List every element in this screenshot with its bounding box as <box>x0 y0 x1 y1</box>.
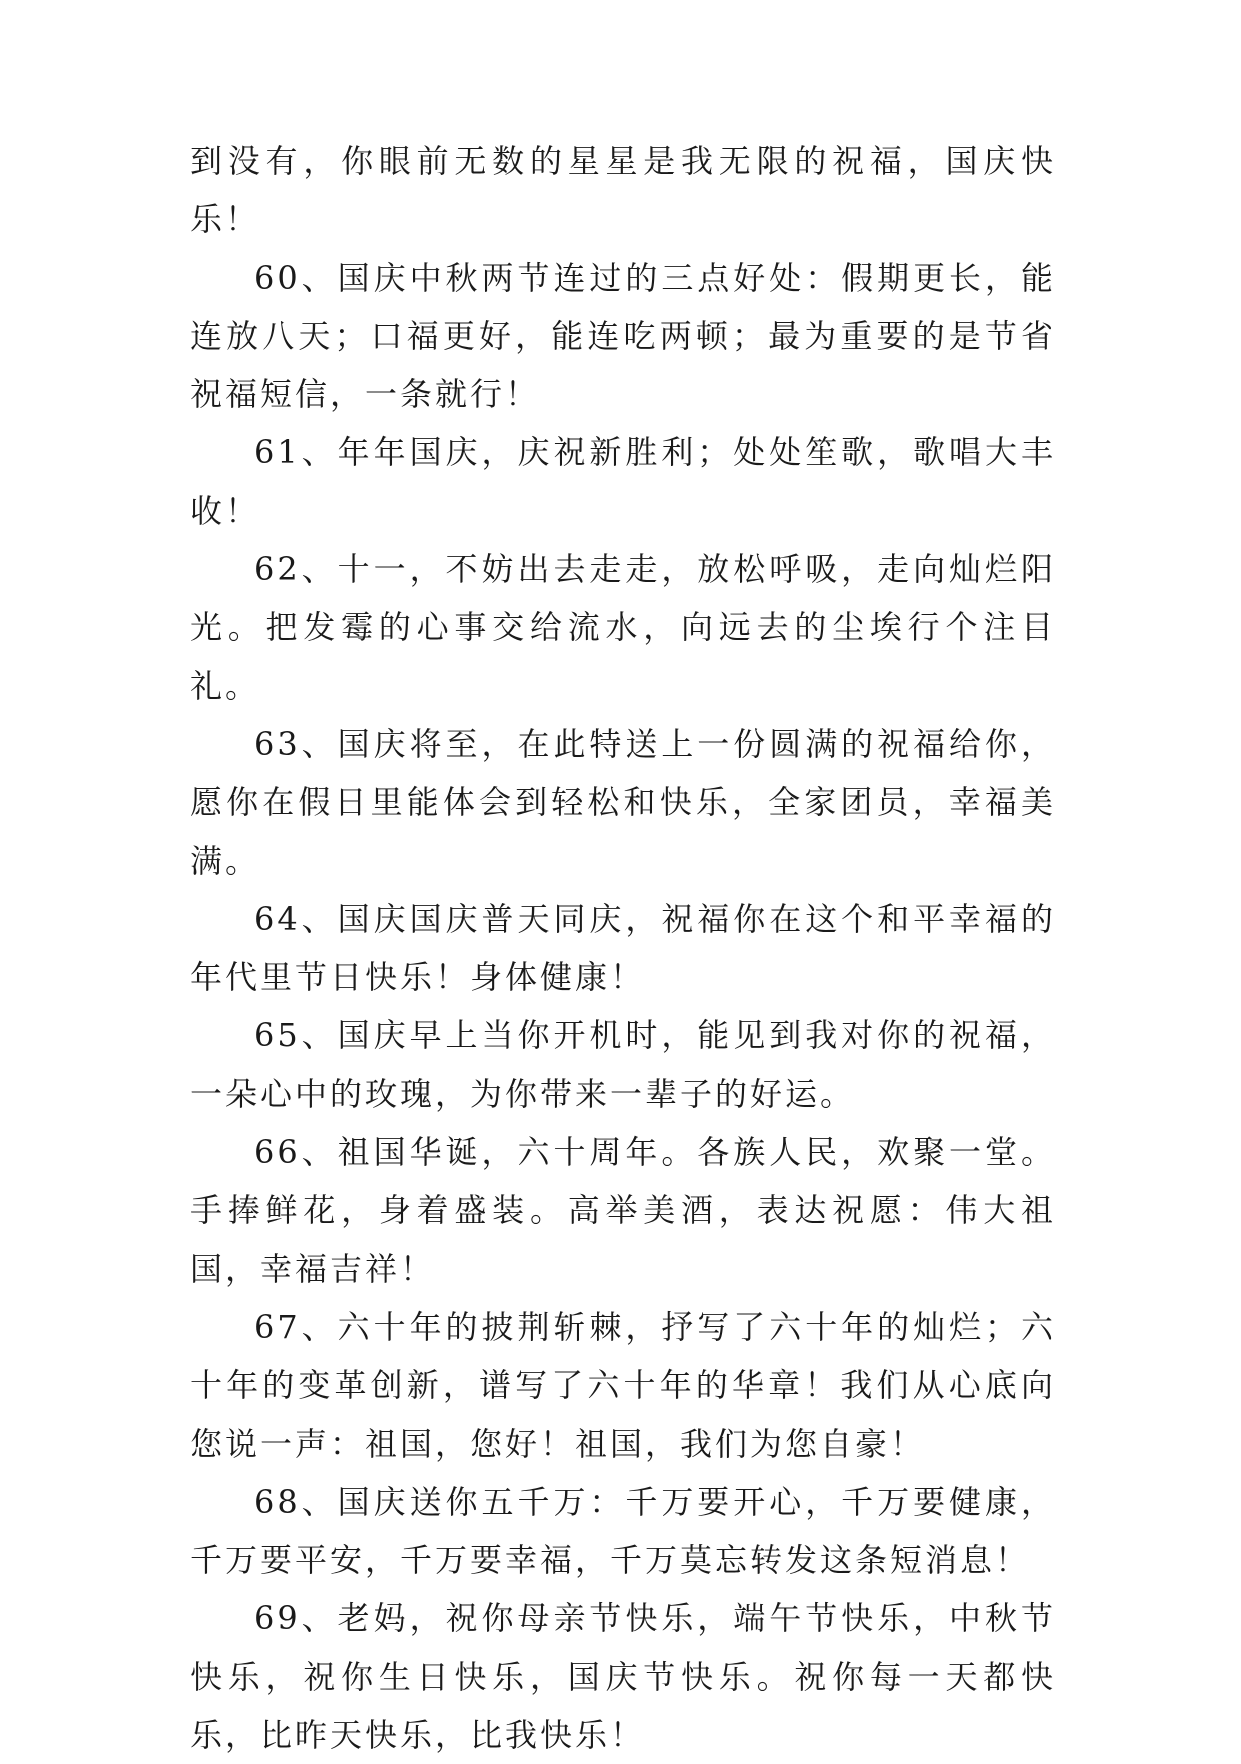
paragraph-60: 60、国庆中秋两节连过的三点好处：假期更长，能连放八天；口福更好，能连吃两顿；最为重要的是节省祝福短信，一条就行！ <box>190 258 1056 414</box>
paragraph-63: 63、国庆将至，在此特送上一份圆满的祝福给你，愿你在假日里能体会到轻松和快乐，全家团员，幸福美满。 <box>190 724 1056 880</box>
paragraph-65: 65、国庆早上当你开机时，能见到我对你的祝福，一朵心中的玫瑰，为你带来一辈子的好运。 <box>190 1016 1056 1113</box>
paragraph-62: 62、十一，不妨出去走走，放松呼吸，走向灿烂阳光。把发霉的心事交给流水，向远去的尘埃行个注目礼。 <box>190 550 1056 705</box>
paragraph-61: 61、年年国庆，庆祝新胜利；处处笙歌，歌唱大丰收！ <box>190 433 1056 530</box>
paragraph-66: 66、祖国华诞，六十周年。各族人民，欢聚一堂。手捧鲜花，身着盛装。高举美酒，表达祝愿：伟大祖国，幸福吉祥！ <box>190 1133 1056 1288</box>
paragraph-69: 69、老妈，祝你母亲节快乐，端午节快乐，中秋节快乐，祝你生日快乐，国庆节快乐。祝你每一天都快乐，比昨天快乐，比我快乐！ <box>190 1599 1056 1755</box>
paragraph-67: 67、六十年的披荆斩棘，抒写了六十年的灿烂；六十年的变革创新，谱写了六十年的华章！我们从心底向您说一声：祖国，您好！祖国，我们为您自豪！ <box>190 1307 1056 1463</box>
paragraph-68: 68、国庆送你五千万：千万要开心，千万要健康，千万要平安，千万要幸福，千万莫忘转发这条短消息！ <box>190 1482 1056 1580</box>
paragraph-continuation: 到没有，你眼前无数的星星是我无限的祝福，国庆快乐！ <box>190 142 1056 239</box>
document-page <box>190 132 1056 1764</box>
paragraph-64: 64、国庆国庆普天同庆，祝福你在这个和平幸福的年代里节日快乐！身体健康！ <box>190 899 1056 997</box>
